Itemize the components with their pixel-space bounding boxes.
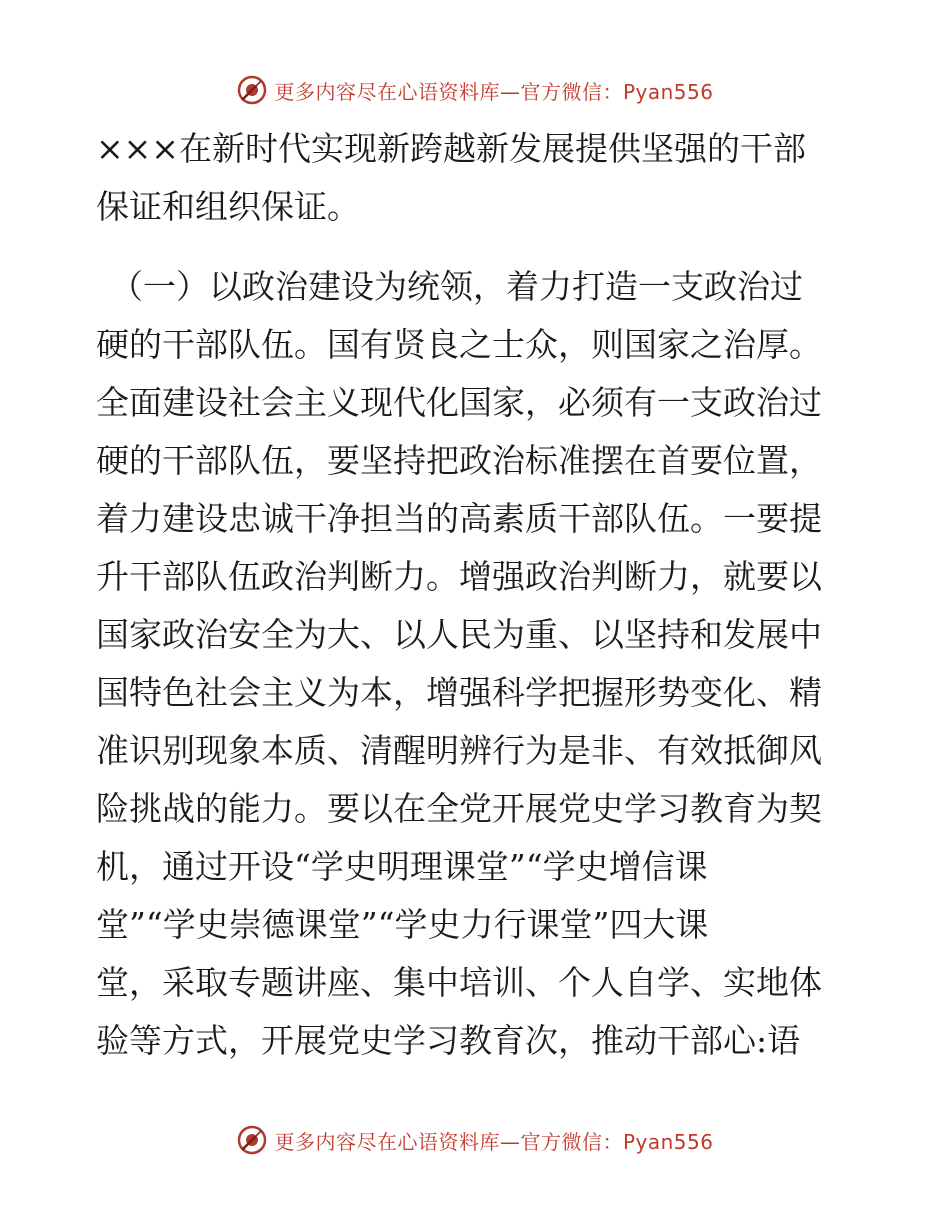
text-line: 险挑战的能力。要以在全党开展党史学习教育为契 (96, 789, 822, 828)
footer-watermark-text: 更多内容尽在心语资料库—官方微信：Pyan556 (274, 1129, 714, 1154)
text-line: 国特色社会主义为本，增强科学把握形势变化、精 (96, 673, 822, 712)
paragraph-1 (96, 120, 856, 236)
footer-watermark (0, 1120, 950, 1160)
text-line: 机，通过开设“学史明理课堂”“学史增信课 (96, 847, 708, 886)
text-line: 堂，采取专题讲座、集中培训、个人自学、实地体 (96, 963, 822, 1002)
text-line: 国家政治安全为大、以人民为重、以坚持和发展中 (96, 615, 822, 654)
text-line: 着力建设忠诚干净担当的高素质干部队伍。一要提 (96, 499, 822, 538)
section-heading-line: （一）以政治建设为统领，着力打造一支政治过 (110, 267, 803, 306)
document-body (96, 120, 856, 1070)
text-line: 硬的干部队伍。国有贤良之士众，则国家之治厚。 (96, 325, 822, 364)
text-line: 升干部队伍政治判断力。增强政治判断力，就要以 (96, 557, 822, 596)
text-line: 准识别现象本质、清醒明辨行为是非、有效抵御风 (96, 731, 822, 770)
text-line: 全面建设社会主义现代化国家，必须有一支政治过 (96, 383, 822, 422)
pen-logo-icon (236, 74, 268, 106)
header-watermark-text: 更多内容尽在心语资料库—官方微信：Pyan556 (274, 79, 714, 104)
text-line: 验等方式，开展党史学习教育次，推动干部心:语 (96, 1021, 801, 1060)
text-line: 保证和组织保证。 (96, 187, 360, 226)
header-watermark (0, 70, 950, 110)
text-line: 硬的干部队伍，要坚持把政治标准摆在首要位置， (96, 441, 822, 480)
text-line: 堂”“学史崇德课堂”“学史力行课堂”四大课 (96, 905, 709, 944)
text-line: ×××在新时代实现新跨越新发展提供坚强的干部 (96, 129, 806, 168)
paragraph-2 (96, 258, 856, 1070)
pen-logo-icon (236, 1124, 268, 1156)
